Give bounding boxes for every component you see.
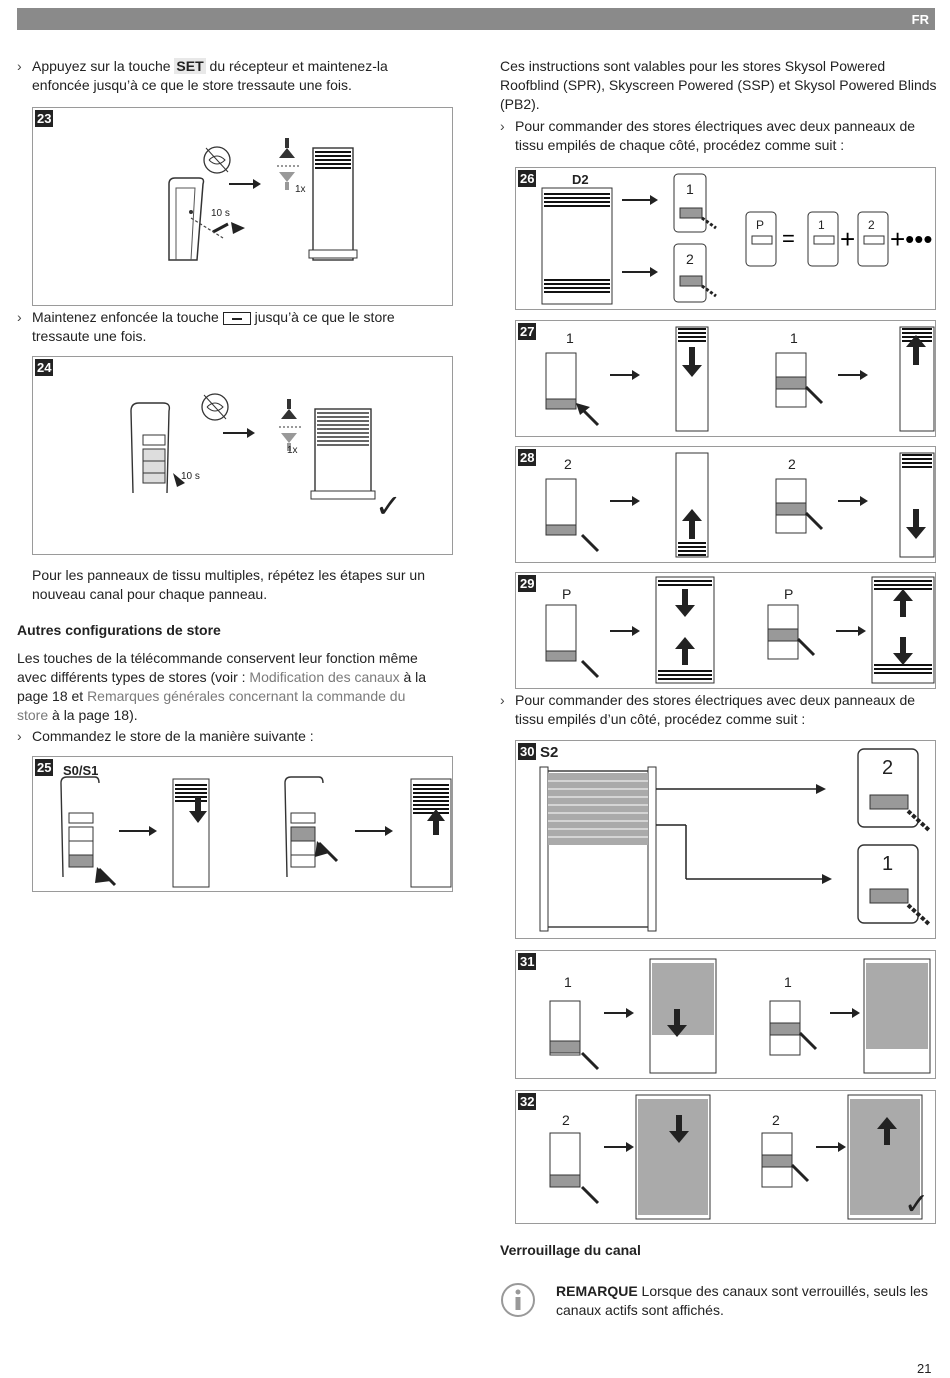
display-digit: 1 xyxy=(784,974,792,990)
link-store[interactable]: store xyxy=(17,707,49,723)
figure-number: 32 xyxy=(520,1094,535,1109)
figure-number: 24 xyxy=(37,360,52,375)
display-digit: 1 xyxy=(686,181,694,197)
figure-27 xyxy=(515,320,936,437)
figure-number: 27 xyxy=(520,324,535,339)
minus-key-icon xyxy=(223,312,251,325)
display-digit: 2 xyxy=(564,456,572,472)
figure-tag: S0/S1 xyxy=(63,763,99,778)
figure-29 xyxy=(515,572,936,689)
display-digit: 1 xyxy=(882,853,894,875)
bullet-two-panels-one-side: › Pour commander des stores électriques avec deux panneaux de tissu empilés d’un côté, procédez comme suit : xyxy=(515,691,915,729)
figure-30 xyxy=(515,740,936,939)
page-number: 21 xyxy=(917,1361,932,1376)
figure-number: 26 xyxy=(520,171,535,186)
figure-number: 23 xyxy=(37,111,52,126)
figure-number: 28 xyxy=(520,450,535,465)
heading-autres-configurations: Autres configurations de store xyxy=(17,622,221,638)
display-digit: 2 xyxy=(882,757,894,779)
figure-number: 29 xyxy=(520,576,535,591)
note-text: REMARQUE Lorsque des canaux sont verrouillés, seuls les canaux actifs sont affichés. xyxy=(556,1283,928,1318)
link-remarques-generales[interactable]: Remarques générales concernant la commande du xyxy=(87,688,406,704)
figure-24 xyxy=(32,356,453,555)
display-digit: 2 xyxy=(772,1112,780,1128)
intro-text: Ces instructions sont valables pour les stores Skysol Powered Roofblind (SPR), Skyscreen Powered (SSP) et Skysol Powered Blinds (PB2). xyxy=(500,58,937,112)
figure-28 xyxy=(515,446,936,563)
check-icon: ✓ xyxy=(375,488,402,524)
figure-tag: S2 xyxy=(540,744,559,761)
bullet-two-panels-each-side: › Pour commander des stores électriques avec deux panneaux de tissu empilés de chaque côté, procédez comme suit : xyxy=(515,117,915,155)
figure-number: 25 xyxy=(37,760,52,775)
display-digit: 2 xyxy=(868,218,875,232)
figure-25 xyxy=(32,756,453,892)
multi-panel-text: Pour les panneaux de tissu multiples, répétez les étapes sur un nouveau canal pour chaque panneau. xyxy=(32,567,426,602)
duration-label: 10 s xyxy=(211,208,230,219)
heading-verrouillage: Verrouillage du canal xyxy=(500,1242,641,1258)
figure-31 xyxy=(515,950,936,1079)
step24-text: › Maintenez enfoncée la touche jusqu’à ce que le store tressaute une fois. xyxy=(32,308,395,346)
display-digit: P xyxy=(562,586,572,602)
remote-b xyxy=(285,777,337,877)
figure-23 xyxy=(32,107,453,306)
figure-26 xyxy=(515,167,936,310)
remote-a xyxy=(61,777,115,885)
display-digit: 1 xyxy=(818,218,825,232)
display-digit: 1 xyxy=(790,330,798,346)
svg-text:=: = xyxy=(782,226,795,251)
count-label: 1x xyxy=(287,445,298,456)
link-modification-canaux[interactable]: Modification des canaux xyxy=(249,669,400,685)
autres-paragraph: Les touches de la télécommande conservent leur fonction même avec différents types de stores (voir : Modification des canaux à la page 18 et Remarques générales concernant la commande du store à la page 18). xyxy=(17,650,427,723)
note-label: REMARQUE xyxy=(556,1283,638,1299)
step23-text: › Appuyez sur la touche SET du récepteur et maintenez-la enfoncée jusqu’à ce que le store tressaute une fois. xyxy=(32,57,388,95)
set-key-label: SET xyxy=(176,58,204,74)
display-digit: P xyxy=(756,218,765,232)
language-tag: FR xyxy=(911,12,929,27)
page-header-bar xyxy=(17,8,935,30)
figure-number: 31 xyxy=(520,954,535,969)
display-digit: 1 xyxy=(564,974,572,990)
autres-bullet: › Commandez le store de la manière suivante : xyxy=(32,727,314,746)
figure-number: 30 xyxy=(520,744,535,759)
display-digit: 2 xyxy=(788,456,796,472)
figure-32 xyxy=(515,1090,936,1224)
check-icon: ✓ xyxy=(904,1188,930,1221)
display-digit: P xyxy=(784,586,794,602)
display-digit: 2 xyxy=(686,251,694,267)
info-icon xyxy=(500,1282,536,1318)
display-digit: 2 xyxy=(562,1112,570,1128)
svg-text:+: + xyxy=(840,224,856,254)
figure-tag: D2 xyxy=(572,172,589,187)
svg-text:+•••: +••• xyxy=(890,224,933,254)
duration-label: 10 s xyxy=(181,471,200,482)
display-digit: 1 xyxy=(566,330,574,346)
count-label: 1x xyxy=(295,184,306,195)
